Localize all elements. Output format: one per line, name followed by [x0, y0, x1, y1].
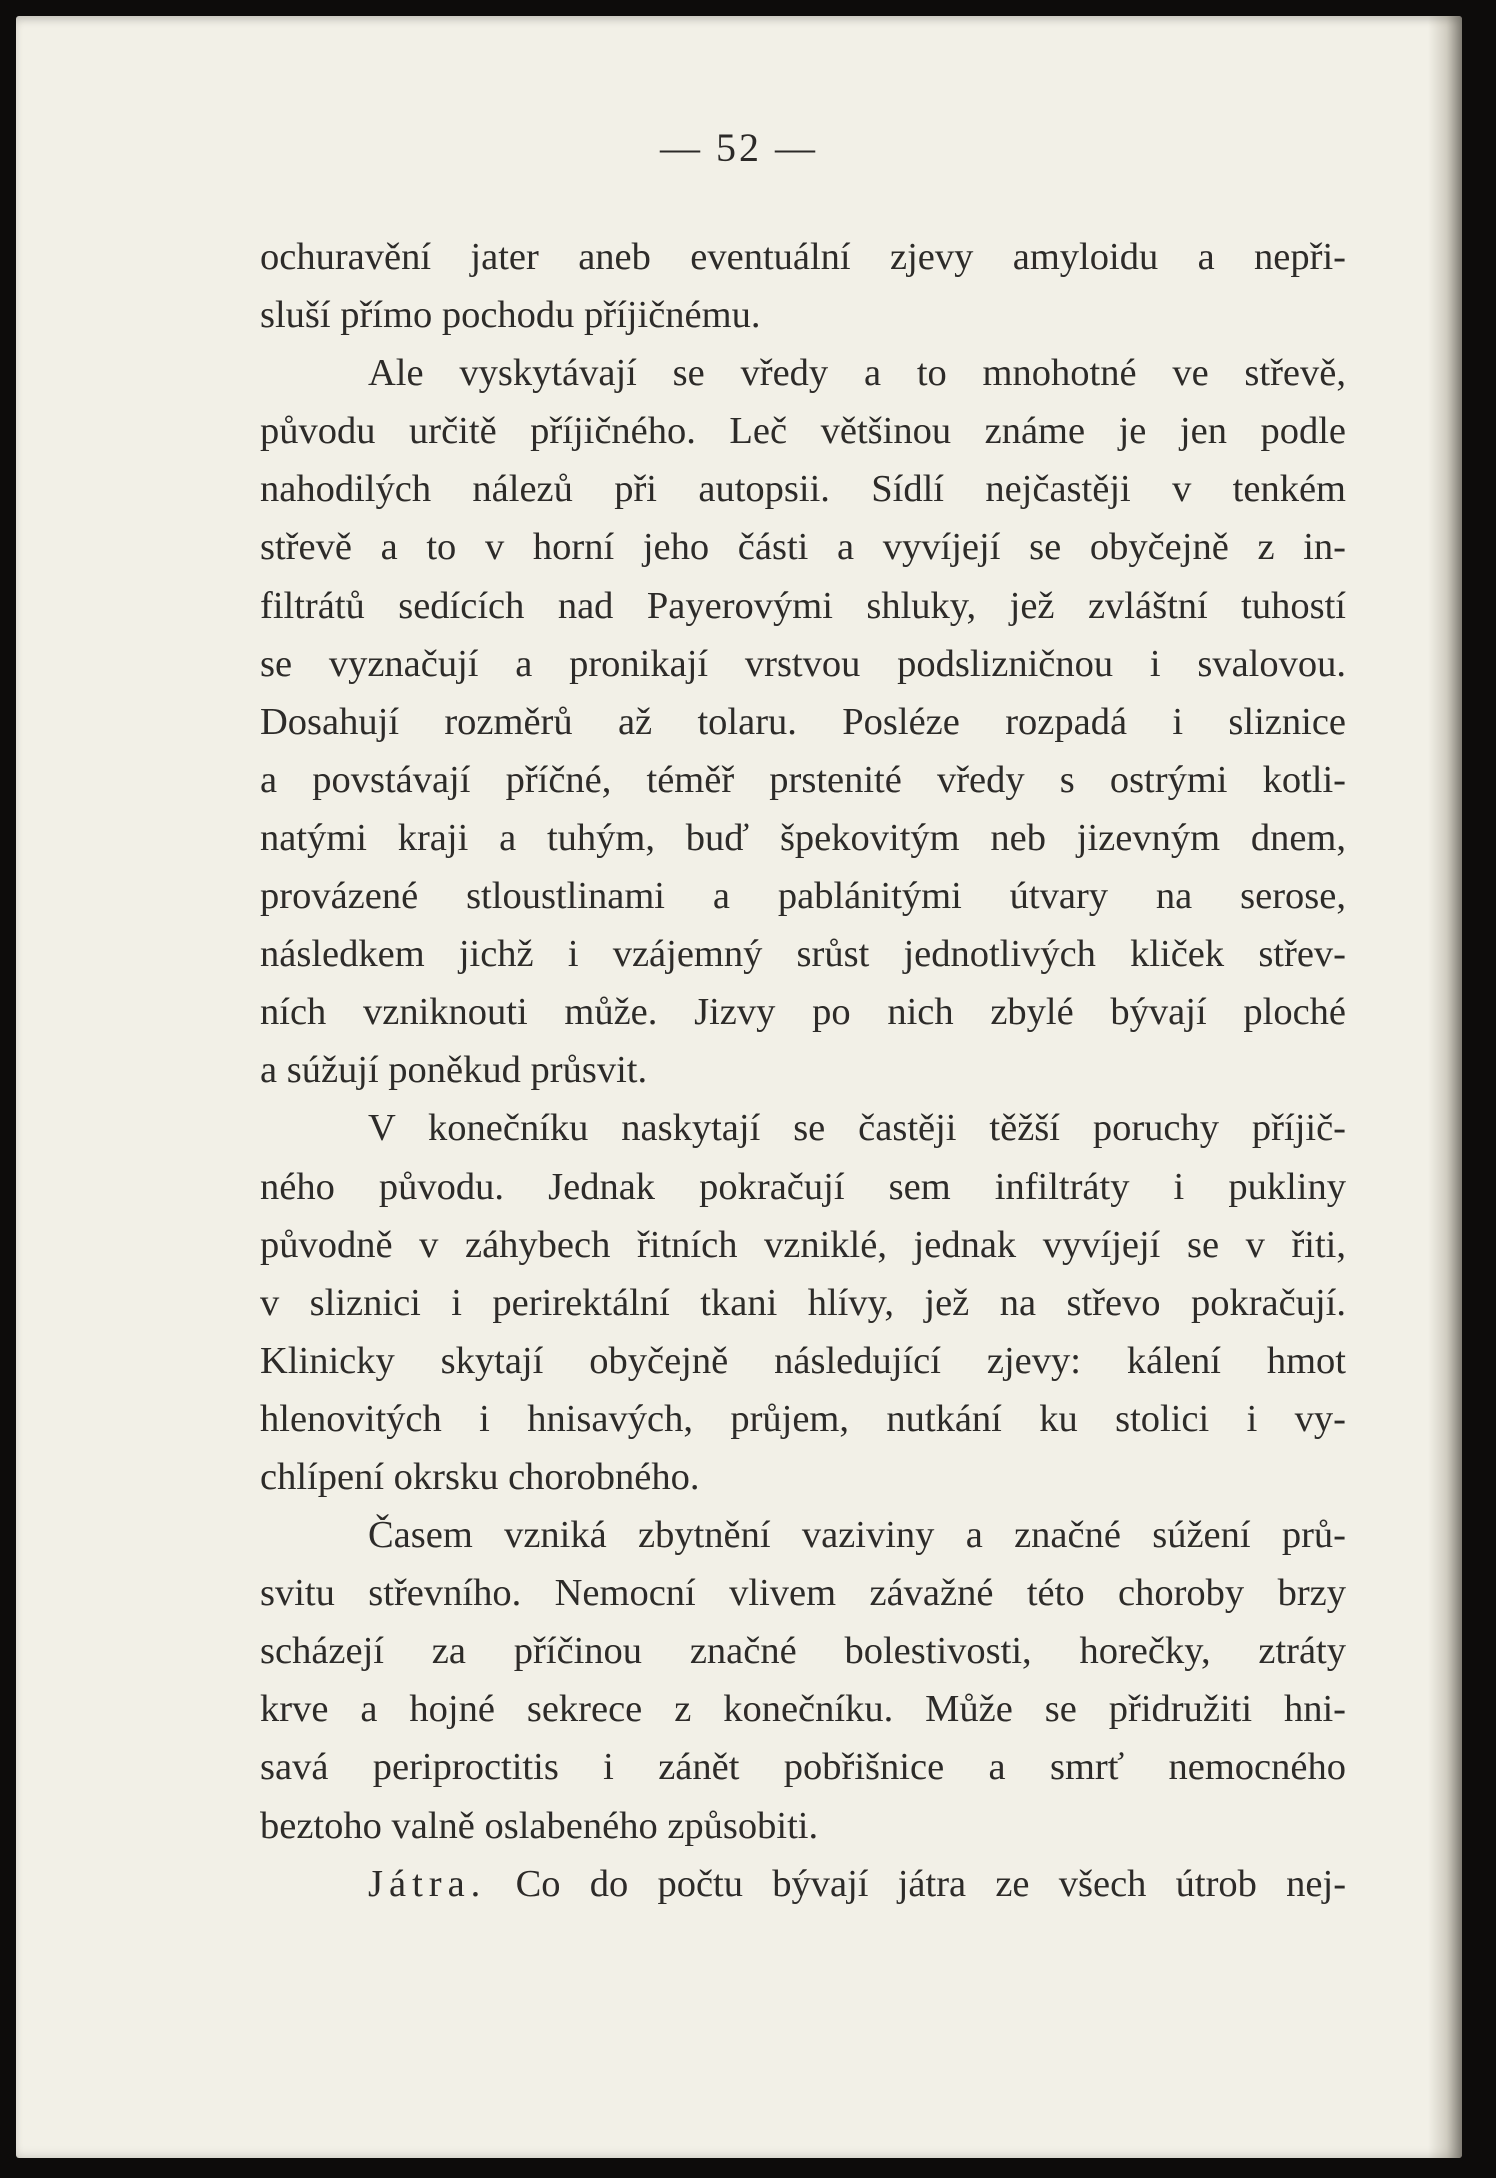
text-line: a súžují poněkud průsvit. [260, 1049, 648, 1092]
text-line: sluší přímo pochodu příjičnému. [260, 294, 761, 337]
text-line: původně v záhybech řitních vzniklé, jednak vyvíjejí se v řiti, [260, 1223, 1346, 1266]
text-line: krve a hojné sekrece z konečníku. Může se přidružiti hni- [260, 1688, 1346, 1731]
text-line: nahodilých nálezů při autopsii. Sídlí nejčastěji v tenkém [260, 468, 1346, 511]
text-line: původu určitě příjičného. Leč většinou známe je jen podle [260, 410, 1346, 453]
section-heading: Játra. [368, 1862, 487, 1905]
text-line: střevě a to v horní jeho části a vyvíjejí se obyčejně z in- [260, 526, 1346, 569]
text-line: scházejí za příčinou značné bolestivosti, horečky, ztráty [260, 1630, 1346, 1673]
text-line: ních vzniknouti může. Jizvy po nich zbylé bývají ploché [260, 991, 1346, 1034]
text-line: následkem jichž i vzájemný srůst jednotlivých kliček střev- [260, 933, 1346, 976]
text-line: Ale vyskytávají se vředy a to mnohotné ve střevě, [368, 352, 1346, 395]
text-line: provázené stloustlinami a pablánitými útvary na serose, [260, 875, 1346, 918]
text-line: svitu střevního. Nemocní vlivem závažné této choroby brzy [260, 1572, 1346, 1615]
body-text [260, 228, 1346, 1913]
text-line: ochuravění jater aneb eventuální zjevy amyloidu a nepři- [260, 236, 1346, 278]
text-line: a povstávají příčné, téměř prstenité vředy s ostrými kotli- [260, 758, 1346, 801]
section-text: Co do počtu bývají játra ze všech útrob nej- [515, 1862, 1347, 1905]
text-line: Časem vzniká zbytnění vaziviny a značné súžení prů- [368, 1514, 1346, 1557]
text-line: Dosahují rozměrů až tolaru. Posléze rozpadá i sliznice [260, 700, 1346, 743]
text-line: hlenovitých i hnisavých, průjem, nutkání ku stolici i vy- [260, 1397, 1346, 1440]
page-edge-shadow [1428, 16, 1462, 2158]
text-line: ného původu. Jednak pokračují sem infiltráty i pukliny [260, 1165, 1346, 1208]
text-line-section-start [260, 1855, 1346, 1913]
text-line: v sliznici i perirektální tkani hlívy, jež na střevo pokračují. [260, 1281, 1346, 1324]
text-line: V konečníku naskytají se častěji těžší poruchy příjič- [368, 1107, 1346, 1150]
text-line: se vyznačují a pronikají vrstvou podslizničnou i svalovou. [260, 642, 1346, 685]
text-line: savá periproctitis i zánět pobřišnice a smrť nemocného [260, 1746, 1346, 1789]
page-number: — 52 — [660, 125, 818, 170]
text-line: chlípení okrsku chorobného. [260, 1455, 700, 1498]
text-line: Klinicky skytají obyčejně následující zjevy: kálení hmot [260, 1339, 1346, 1382]
text-line: natými kraji a tuhým, buď špekovitým neb jizevným dnem, [260, 816, 1346, 859]
text-line: beztoho valně oslabeného způsobiti. [260, 1804, 819, 1847]
text-line: filtrátů sedících nad Payerovými shluky, jež zvláštní tuhostí [260, 584, 1346, 627]
book-page [16, 16, 1462, 2158]
